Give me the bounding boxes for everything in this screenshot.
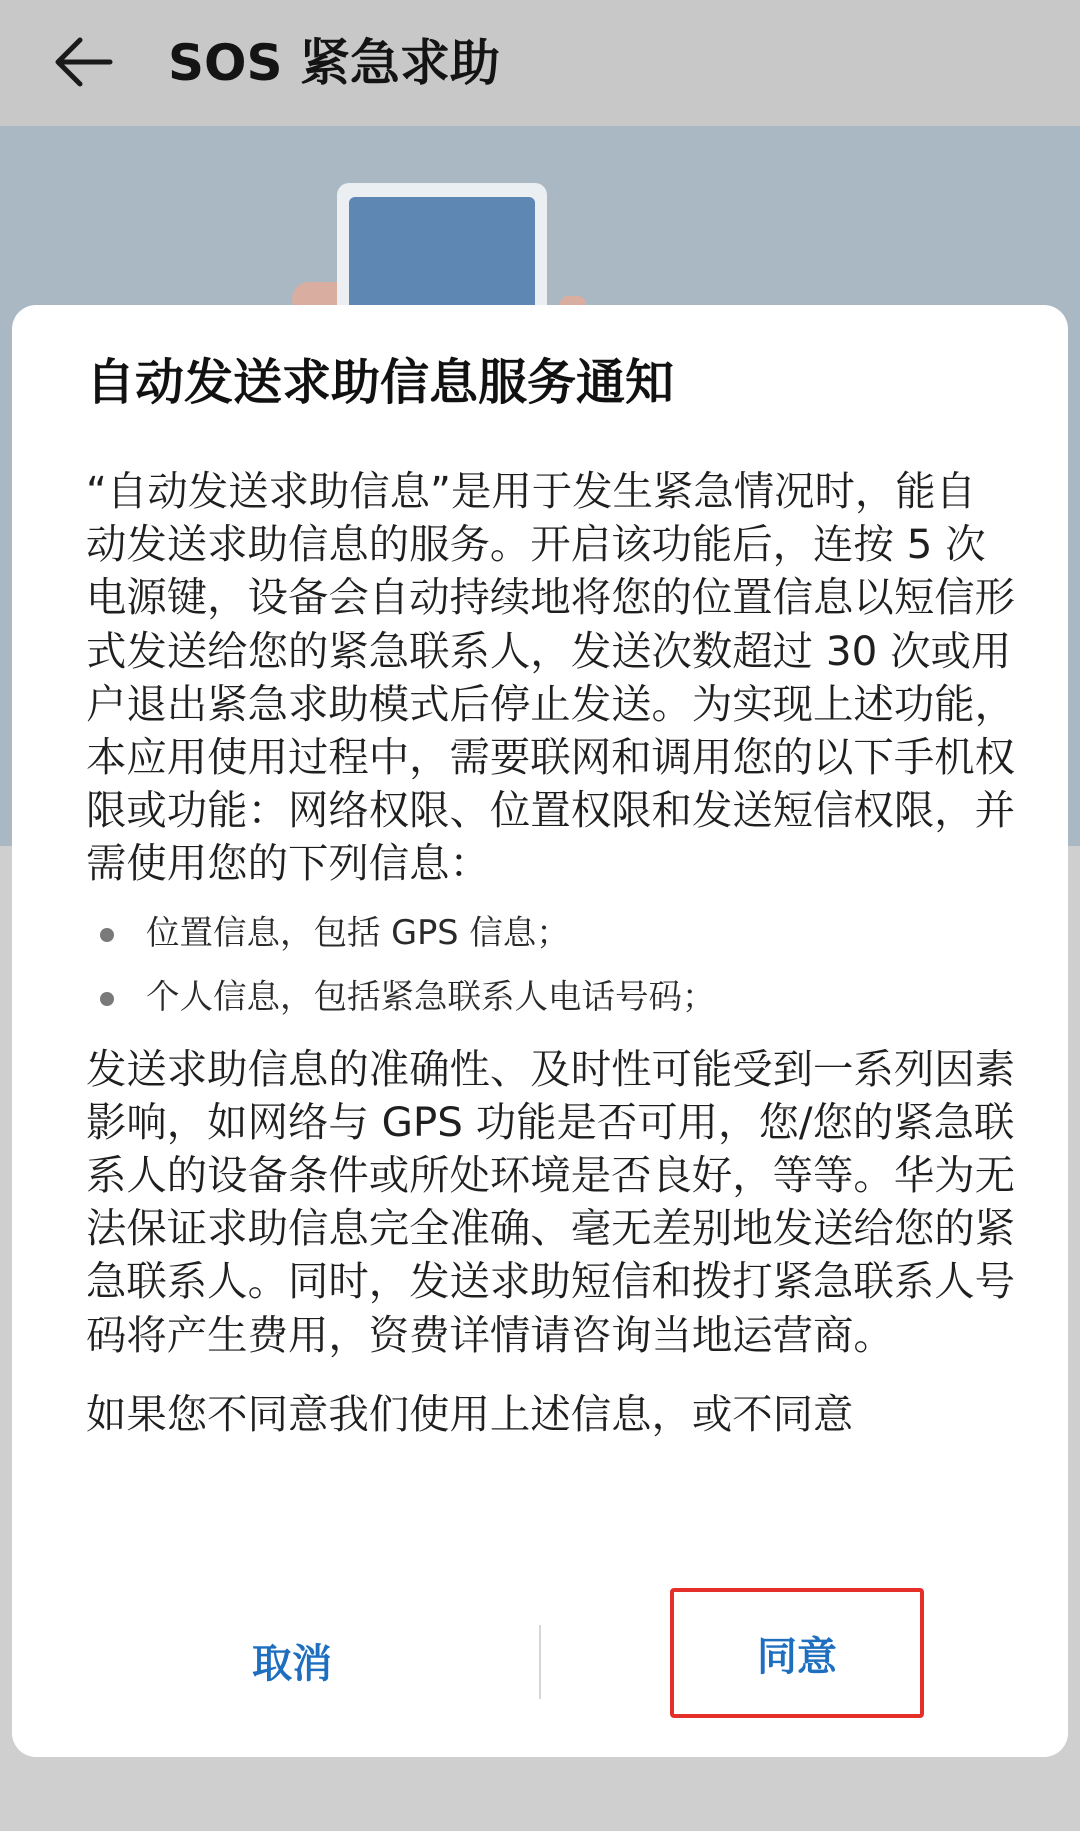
button-divider <box>539 1625 541 1699</box>
list-item <box>86 901 1016 965</box>
dialog-body[interactable] <box>86 465 1016 1565</box>
phone-illustration <box>337 183 547 323</box>
info-list <box>86 901 1016 1029</box>
list-item-text: 个人信息，包括紧急联系人电话号码； <box>146 976 716 1016</box>
page-title: SOS 紧急求助 <box>168 34 500 92</box>
list-item <box>86 965 1016 1029</box>
bullet-dot-icon <box>100 992 114 1006</box>
notice-paragraph-2: 发送求助信息的准确性、及时性可能受到一系列因素影响，如网络与 GPS 功能是否可用，您/您的紧急联系人的设备条件或所处环境是否良好，等等。华为无法保证求助信息完全准确、毫无差别地发送给您的紧急联系人。同时，发送求助短信和拨打紧急联系人号码将产生费用，资费详情请咨询当地运营商。 <box>86 1044 1015 1359</box>
agree-button[interactable]: 同意 <box>670 1588 924 1718</box>
dialog-actions <box>12 1595 1068 1725</box>
dialog-title: 自动发送求助信息服务通知 <box>86 354 675 411</box>
service-notice-dialog <box>12 305 1068 1757</box>
arrow-left-icon <box>52 34 116 90</box>
bullet-dot-icon <box>100 928 114 942</box>
cancel-button[interactable]: 取消 <box>142 1595 442 1725</box>
back-button[interactable] <box>44 22 124 102</box>
app-bar <box>0 0 1080 126</box>
notice-paragraph-1: “自动发送求助信息”是用于发生紧急情况时，能自动发送求助信息的服务。开启该功能后，连按 5 次电源键，设备会自动持续地将您的位置信息以短信形式发送给您的紧急联系人，发送次数超过 30 次或用户退出紧急求助模式后停止发送。为实现上述功能，本应用使用过程中，需要联网和调用您的以下手机权限或功能：网络权限、位置权限和发送短信权限，并需使用您的下列信息： <box>86 467 1015 888</box>
notice-paragraph-3: 如果您不同意我们使用上述信息，或不同意 <box>86 1389 854 1438</box>
list-item-text: 位置信息，包括 GPS 信息； <box>146 912 570 952</box>
